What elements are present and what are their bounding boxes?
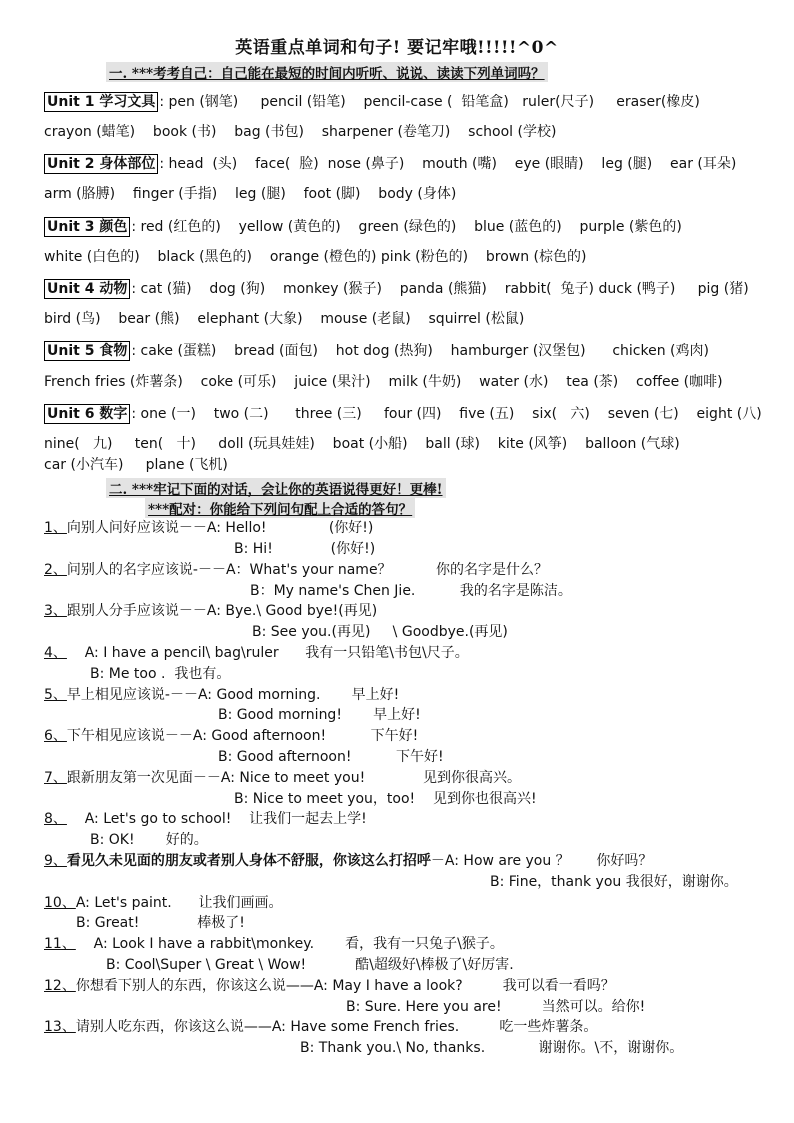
dialogue-9-question: 9、看见久未见面的朋友或者别人身体不舒服，你该这么打招呼－A: How are you ？ 你好吗？ [44,853,653,869]
dialogue-11-question: 11、 A: Look I have a rabbit\monkey. 看，我有一只兔子\猴子。 [44,936,504,952]
dialogue-5-answer: B: Good morning! 早上好! [218,707,421,723]
dialogue-4-answer: B: Me too . 我也有。 [90,666,231,682]
unit-6-label: Unit 6 数字 [44,404,130,424]
dialogue-10-answer: B: Great! 棒极了! [76,915,245,931]
unit-6-line-3: car (小汽车) plane (飞机) [44,457,228,473]
page-title: 英语重点单词和句子! 要记牢哦!!!!!^0^ [235,38,559,58]
unit-1-label: Unit 1 学习文具 [44,92,158,112]
dialogue-1-question: 1、向别人问好应该说－－A: Hello! (你好!) [44,520,374,536]
section-2-heading: 二. ***牢记下面的对话，会让你的英语说得更好！更棒! [106,478,446,498]
dialogue-6-answer: B: Good afternoon! 下午好! [218,749,444,765]
unit-1-line-1: Unit 1 学习文具 : pen (钢笔) pencil (铅笔) pencil-case ( 铅笔盒) ruler(尺子) eraser(橡皮) [44,92,700,112]
unit-3-line-1: Unit 3 颜色 : red (红色的) yellow (黄色的) green (绿色的) blue (蓝色的) purple (紫色的) [44,217,682,237]
dialogue-2-question: 2、问别人的名字应该说-－－A：What's your name？ 你的名字是什么？ [44,562,549,578]
dialogue-6-question: 6、下午相见应该说－－A: Good afternoon! 下午好! [44,728,419,744]
dialogue-3-question: 3、跟别人分手应该说－－A: Bye.\ Good bye!(再见) [44,603,378,619]
dialogue-2-answer: B：My name's Chen Jie. 我的名字是陈洁。 [250,583,572,599]
unit-3-line-2: white (白色的) black (黑色的) orange (橙色的) pink (粉色的) brown (棕色的) [44,249,587,265]
dialogue-3-answer: B: See you.(再见) \ Goodbye.(再见) [252,624,508,640]
dialogue-7-question: 7、跟新朋友第一次见面－－A: Nice to meet you! 见到你很高兴。 [44,770,522,786]
dialogue-12-answer: B: Sure. Here you are! 当然可以。给你! [346,999,646,1015]
unit-5-label: Unit 5 食物 [44,341,130,361]
unit-5-line-2: French fries (炸薯条) coke (可乐) juice (果汁) milk (牛奶) water (水) tea (茶) coffee (咖啡) [44,374,723,390]
dialogue-11-answer: B: Cool\Super \ Great \ Wow! 酷\超级好\棒极了\好厉害. [106,957,514,973]
unit-4-label: Unit 4 动物 [44,279,130,299]
unit-2-line-1: Unit 2 身体部位 : head (头) face( 脸) nose (鼻子) mouth (嘴) eye (眼睛) leg (腿) ear (耳朵) [44,154,736,174]
unit-3-label: Unit 3 颜色 [44,217,130,237]
unit-4-line-1: Unit 4 动物 : cat (猫) dog (狗) monkey (猴子) panda (熊猫) rabbit( 兔子) duck (鸭子) pig (猪) [44,279,749,299]
dialogue-1-answer: B: Hi! (你好!) [234,541,376,557]
dialogue-10-question: 10、A: Let's paint. 让我们画画。 [44,895,283,911]
section-2-subheading: ***配对：你能给下列问句配上合适的答句？ [145,498,415,518]
unit-2-label: Unit 2 身体部位 [44,154,158,174]
dialogue-13-question: 13、请别人吃东西，你该这么说——A: Have some French fries. 吃一些炸薯条。 [44,1019,598,1035]
unit-2-line-2: arm (胳膊) finger (手指) leg (腿) foot (脚) body (身体) [44,186,457,202]
dialogue-12-question: 12、你想看下别人的东西，你该这么说——A: May I have a look? 我可以看一看吗？ [44,978,615,994]
unit-1-line-2: crayon (蜡笔) book (书) bag (书包) sharpener (卷笔刀) school (学校) [44,124,557,140]
unit-4-line-2: bird (鸟) bear (熊) elephant (大象) mouse (老鼠) squirrel (松鼠) [44,311,525,327]
dialogue-8-answer: B: OK! 好的。 [90,832,208,848]
unit-5-line-1: Unit 5 食物 : cake (蛋糕) bread (面包) hot dog (热狗) hamburger (汉堡包) chicken (鸡肉) [44,341,709,361]
dialogue-7-answer: B: Nice to meet you，too! 见到你也很高兴! [234,791,537,807]
dialogue-9-answer: B: Fine，thank you 我很好，谢谢你。 [490,874,738,890]
unit-6-line-1: Unit 6 数字 : one (一) two (二) three (三) four (四) five (五) six( 六) seven (七) eight (八) [44,404,762,424]
section-1-heading: 一. ***考考自己：自己能在最短的时间内听听、说说、读读下列单词吗？ [106,62,548,82]
dialogue-5-question: 5、早上相见应该说-－－A: Good morning. 早上好! [44,687,400,703]
dialogue-13-answer: B: Thank you.\ No, thanks. 谢谢你。\不，谢谢你。 [300,1040,684,1056]
dialogue-8-question: 8、 A: Let's go to school! 让我们一起去上学! [44,811,367,827]
dialogue-4-question: 4、 A: I have a pencil\ bag\ruler 我有一只铅笔\书包\尺子。 [44,645,469,661]
unit-6-line-2: nine( 九) ten( 十) doll (玩具娃娃) boat (小船) ball (球) kite (风筝) balloon (气球) [44,436,680,452]
